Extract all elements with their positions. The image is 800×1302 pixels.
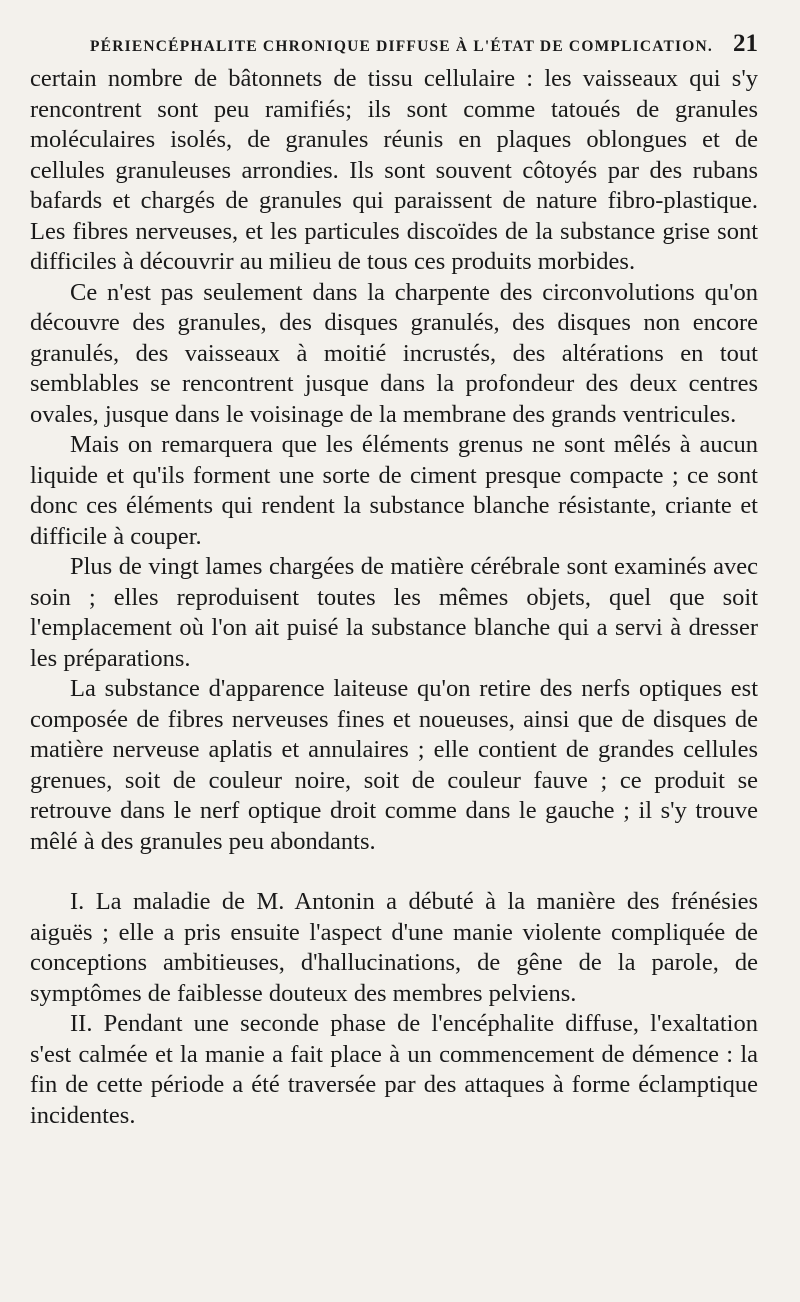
paragraph: La substance d'apparence laiteuse qu'on retire des nerfs optiques est composée de fibres nerveuses fines et noueuses, ainsi que de disques de matière nerveuse aplatis et annulaires ; elle contient de grandes cellules grenues, soit de couleur noire, soit de couleur fauve ; ce produit se retrouve dans le nerf optique droit comme dans le gauche ; il s'y trouve mêlé à des granules peu abondants.: [30, 675, 758, 855]
paragraph: Ce n'est pas seulement dans la charpente des circonvolutions qu'on découvre des granules, des disques granulés, des disques non encore granulés, des vaisseaux à moitié incrustés, des altérations en tout semblables se rencontrent jusque dans la profondeur des deux centres ovales, jusque dans le voisinage de la membrane des grands ventricules.: [30, 278, 758, 428]
running-head: [30, 30, 758, 64]
section-gap: [30, 857, 758, 887]
running-title: PÉRIENCÉPHALITE CHRONIQUE DIFFUSE À L'ÉTAT DE COMPLICATION.: [90, 38, 713, 55]
paragraph: Mais on remarquera que les éléments grenus ne sont mêlés à aucun liquide et qu'ils forment une sorte de ciment presque compacte ; ce sont donc ces éléments qui rendent la substance blanche résistante, criante et difficile à couper.: [30, 431, 758, 550]
page-number: 21: [733, 30, 758, 57]
summary-item: II. Pendant une seconde phase de l'encéphalite diffuse, l'exaltation s'est calmée et la manie a fait place à un commencement de démence : la fin de cette période a été traversée par des attaques à forme éclamptique incidentes.: [30, 1010, 758, 1129]
paragraph: certain nombre de bâtonnets de tissu cellulaire : les vaisseaux qui s'y rencontrent sont peu ramifiés; ils sont comme tatoués de granules moléculaires isolés, de granules réunis en plaques oblongues et de cellules granuleuses arrondies. Ils sont souvent côtoyés par des rubans bafards et chargés de granules qui paraissent de nature fibro-plastique. Les fibres nerveuses, et les particules discoïdes de la substance grise sont difficiles à découvrir au milieu de tous ces produits morbides.: [30, 65, 758, 275]
paragraph: Plus de vingt lames chargées de matière cérébrale sont examinés avec soin ; elles reproduisent toutes les mêmes objets, quel que soit l'emplacement où l'on ait puisé la substance blanche qui a servi à dresser les préparations.: [30, 553, 758, 672]
body-text: [30, 64, 758, 1131]
summary-item: I. La maladie de M. Antonin a débuté à la manière des frénésies aiguës ; elle a pris ensuite l'aspect d'une manie violente compliquée de conceptions ambitieuses, d'hallucinations, de gêne de la parole, de symptômes de faiblesse douteux des membres pelviens.: [30, 888, 758, 1007]
